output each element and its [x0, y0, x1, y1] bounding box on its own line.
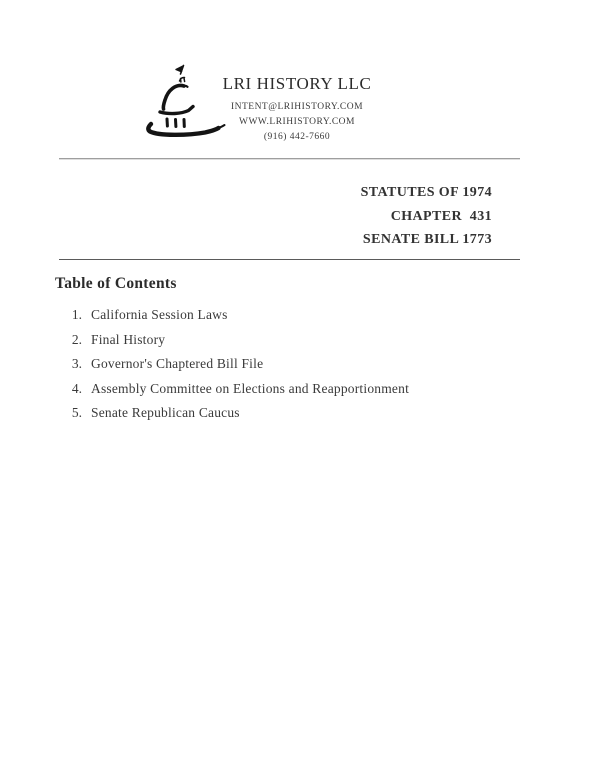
letterhead-text — [197, 74, 397, 145]
toc-item-label: Governor's Chaptered Bill File — [91, 356, 264, 372]
company-name: LRI HISTORY LLC — [222, 74, 372, 93]
toc-item-number: 3. — [71, 356, 82, 372]
toc-item — [55, 328, 535, 353]
toc-item-number: 1. — [71, 307, 82, 323]
company-phone: (916) 442-7660 — [263, 132, 331, 142]
toc-item-number: 5. — [71, 405, 82, 421]
divider-top — [59, 158, 520, 159]
senate-bill-line: SENATE BILL 1773 — [362, 232, 492, 247]
toc-list — [55, 303, 535, 426]
toc-item-label: Senate Republican Caucus — [91, 405, 240, 421]
toc-item — [55, 377, 535, 402]
toc-item-label: Final History — [91, 331, 166, 347]
toc-item — [55, 303, 535, 328]
company-email: INTENT@LRIHISTORY.COM — [230, 102, 364, 112]
company-website: WWW.LRIHISTORY.COM — [239, 117, 355, 127]
toc-heading: Table of Contents — [55, 275, 177, 292]
toc-item-number: 2. — [71, 331, 82, 347]
statutes-line: STATUTES OF 1974 — [360, 185, 492, 200]
toc-item — [55, 352, 535, 377]
divider-bottom — [59, 259, 520, 260]
toc-item-label: California Session Laws — [91, 307, 228, 323]
toc-item-label: Assembly Committee on Elections and Reapportionment — [91, 380, 410, 396]
chapter-line: CHAPTER 431 — [390, 208, 492, 224]
bill-reference-block — [361, 181, 492, 252]
toc-item — [55, 401, 535, 426]
toc-item-number: 4. — [71, 380, 82, 396]
